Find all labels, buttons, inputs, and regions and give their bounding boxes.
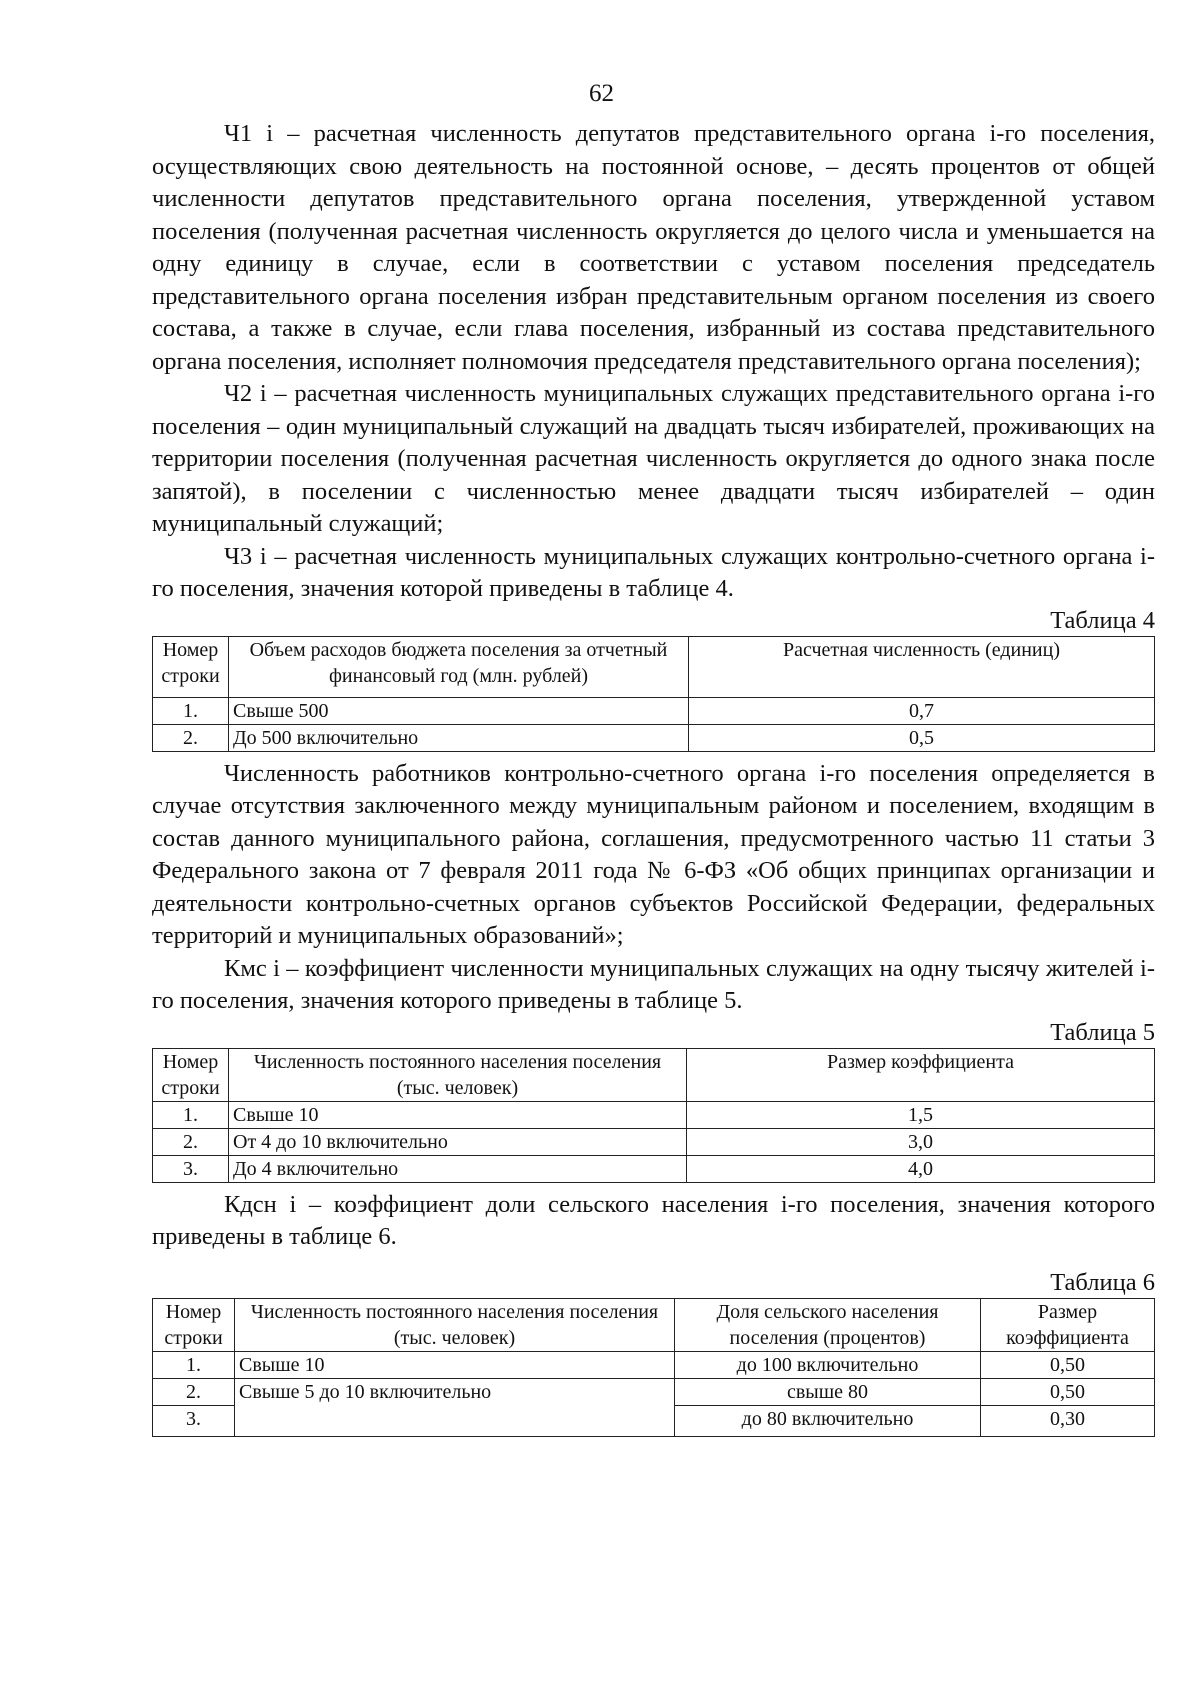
table-header-row (153, 636, 1155, 697)
table-header-row (153, 1298, 1155, 1351)
header-population: Численность постоянного населения поселения (тыс. человек) (229, 1048, 687, 1101)
header-row-number: Номер строки (153, 636, 229, 697)
population: Свыше 10 (229, 1101, 687, 1128)
table4-caption: Таблица 4 (1050, 606, 1155, 634)
row-number: 2. (153, 724, 229, 751)
estimated-count: 0,7 (689, 697, 1155, 724)
table-header-row (153, 1048, 1155, 1101)
table-row (153, 1378, 1155, 1405)
page-number: 62 (589, 80, 614, 107)
table6-caption: Таблица 6 (1050, 1268, 1155, 1296)
population: От 4 до 10 включительно (229, 1128, 687, 1155)
row-number: 1. (153, 1351, 235, 1378)
rural-share: свыше 80 (675, 1378, 981, 1405)
table5-caption: Таблица 5 (1050, 1018, 1155, 1046)
coefficient: 1,5 (687, 1101, 1155, 1128)
table-row (153, 1101, 1155, 1128)
header-expense-volume: Объем расходов бюджета поселения за отчетный финансовый год (млн. рублей) (229, 636, 689, 697)
coefficient: 0,30 (981, 1405, 1155, 1436)
table-5 (152, 1048, 1155, 1183)
rural-share: до 80 включительно (675, 1405, 981, 1436)
table-6 (152, 1298, 1155, 1437)
row-number: 2. (153, 1128, 229, 1155)
table-4 (152, 636, 1155, 752)
paragraph-ch2: Ч2 i – расчетная численность муниципальных служащих представительного органа i-го поселения – один муниципальный служащий на двадцать тысяч избирателей, проживающих на территории поселения (полученная расчетная численность округляется до одного знака после запятой), в поселении с численностью менее двадцати тысяч избирателей – один муниципальный служащий; (152, 380, 1155, 537)
coefficient: 3,0 (687, 1128, 1155, 1155)
population: Свыше 10 (235, 1351, 675, 1378)
paragraph-ch1: Ч1 i – расчетная численность депутатов представительного органа i-го поселения, осуществляющих свою деятельность на постоянной основе, – десять процентов от общей численности депутатов представительного органа поселения, утвержденной уставом поселения (полученная расчетная численность округляется до целого числа и уменьшается на одну единицу в случае, если в соответствии с уставом поселения председатель представительного органа поселения избран представительным органом поселения из своего состава, а также в случае, если глава поселения, избранный из состава представительного органа поселения, исполняет полномочия председателя представительного органа поселения); (152, 120, 1155, 375)
coefficient: 4,0 (687, 1155, 1155, 1182)
row-number: 2. (153, 1378, 235, 1405)
estimated-count: 0,5 (689, 724, 1155, 751)
paragraph-ch3: Ч3 i – расчетная численность муниципальных служащих контрольно-счетного органа i-го поселения, значения которой приведены в таблице 4. (152, 542, 1155, 602)
header-estimated-count: Расчетная численность (единиц) (689, 636, 1155, 697)
header-coefficient: Размер коэффициента (687, 1048, 1155, 1101)
header-row-number: Номер строки (153, 1298, 235, 1351)
table-row (153, 724, 1155, 751)
expense-volume: Свыше 500 (229, 697, 689, 724)
paragraph-staff-count: Численность работников контрольно-счетного органа i-го поселения определяется в случае отсутствия заключенного между муниципальным районом и поселением, входящим в состав данного муниципального района, соглашения, предусмотренного частью 11 статьи 3 Федерального закона от 7 февраля 2011 года № 6-ФЗ «Об общих принципах организации и деятельности контрольно-счетных органов субъектов Российской Федерации, федеральных территорий и муниципальных образований»; (152, 759, 1155, 949)
table-row (153, 1155, 1155, 1182)
row-number: 3. (153, 1405, 235, 1436)
table-row (153, 1128, 1155, 1155)
paragraph-kdsn: Кдсн i – коэффициент доли сельского населения i-го поселения, значения которого приведены в таблице 6. (152, 1190, 1155, 1250)
paragraph-kms: Кмс i – коэффициент численности муниципальных служащих на одну тысячу жителей i-го поселения, значения которого приведены в таблице 5. (152, 954, 1155, 1014)
row-number: 3. (153, 1155, 229, 1182)
table-row (153, 697, 1155, 724)
header-population: Численность постоянного населения поселения (тыс. человек) (235, 1298, 675, 1351)
population: Свыше 5 до 10 включительно (235, 1378, 675, 1436)
row-number: 1. (153, 1101, 229, 1128)
coefficient: 0,50 (981, 1351, 1155, 1378)
table-row (153, 1351, 1155, 1378)
header-coefficient: Размер коэффициента (981, 1298, 1155, 1351)
header-rural-share: Доля сельского населения поселения (процентов) (675, 1298, 981, 1351)
population: До 4 включительно (229, 1155, 687, 1182)
coefficient: 0,50 (981, 1378, 1155, 1405)
row-number: 1. (153, 697, 229, 724)
header-row-number: Номер строки (153, 1048, 229, 1101)
rural-share: до 100 включительно (675, 1351, 981, 1378)
expense-volume: До 500 включительно (229, 724, 689, 751)
